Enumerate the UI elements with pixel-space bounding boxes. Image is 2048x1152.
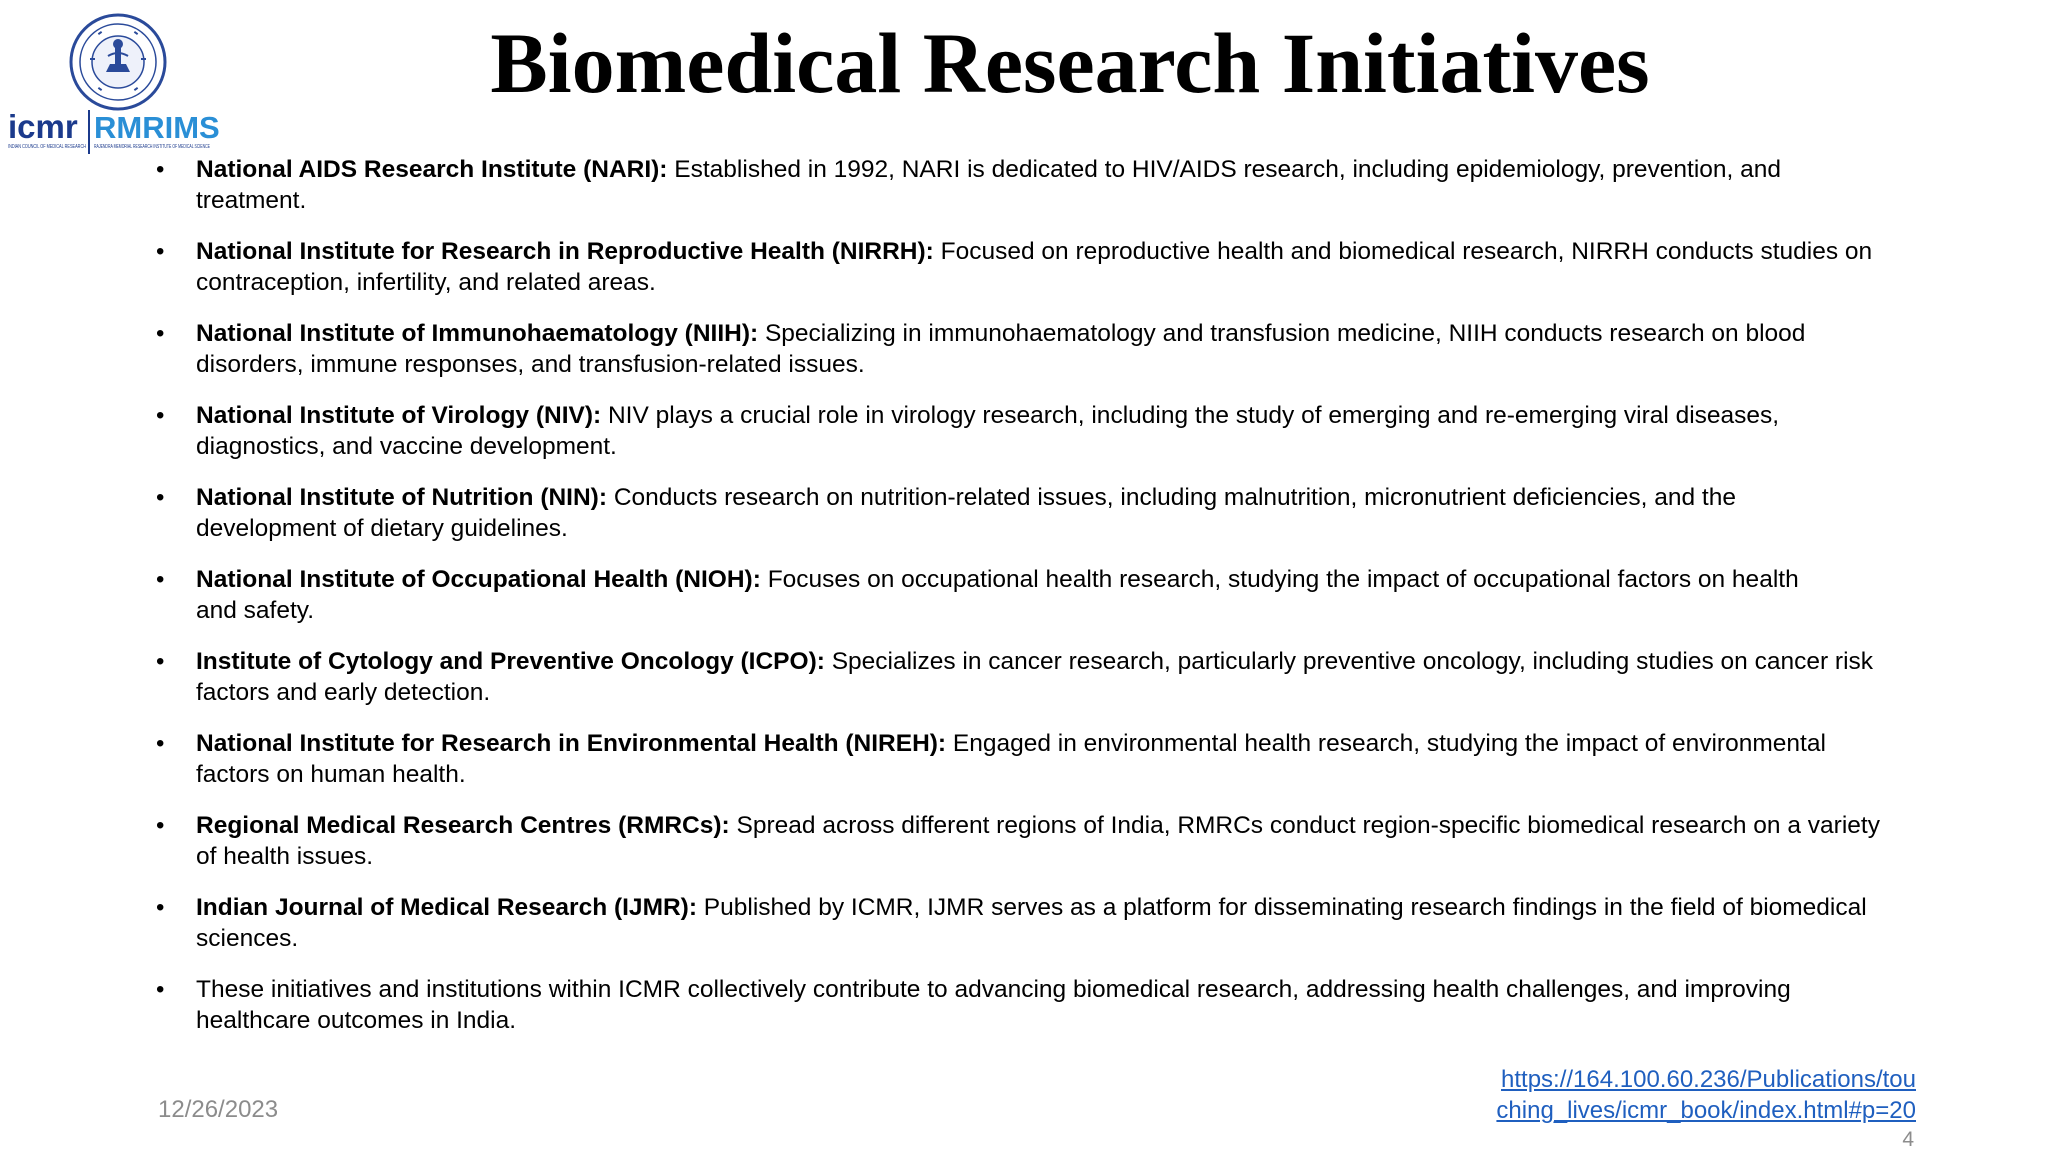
list-item (156, 728, 1926, 790)
icmr-wordmark: icmr (8, 108, 78, 145)
bullet-line (196, 236, 1926, 267)
institute-name: National Institute for Research in Environmental Health (NIREH): (196, 730, 947, 757)
bullet-line (196, 318, 1926, 349)
institute-description: Conducts research on nutrition-related issues, including malnutrition, micronutrient deficiencies, and the (613, 484, 1736, 511)
institute-description: Established in 1992, NARI is dedicated to HIV/AIDS research, including epidemiology, prevention, and (674, 156, 1782, 183)
page-number: 4 (1902, 1128, 1914, 1151)
bullet-icon: • (156, 320, 165, 347)
bullet-line-continued: factors and early detection. (196, 679, 491, 706)
list-item (156, 810, 1926, 872)
list-item (156, 318, 1926, 380)
rmrims-subtitle: RAJENDRA MEMORIAL RESEARCH INSTITUTE OF MEDICAL SCIENCE (94, 144, 211, 150)
institute-description: Focuses on occupational health research, studying the impact of occupational factors on health (767, 566, 1799, 593)
slide-title: Biomedical Research Initiatives (490, 15, 1650, 111)
institute-name: National Institute for Research in Reproductive Health (NIRRH): (196, 238, 934, 265)
bullet-line-continued: factors on human health. (196, 761, 466, 788)
bullet-line (196, 728, 1926, 759)
institute-description: Spread across different regions of India, RMRCs conduct region-specific biomedical research on a variety (736, 812, 1880, 839)
list-item (156, 974, 1926, 1036)
icmr-subtitle: INDIAN COUNCIL OF MEDICAL RESEARCH (8, 144, 87, 150)
icmr-rmrims-wordmark (6, 106, 230, 158)
list-item (156, 892, 1926, 954)
source-link-line-1[interactable]: https://164.100.60.236/Publications/tou (1501, 1066, 1916, 1093)
rmrims-wordmark: RMRIMS (94, 110, 220, 145)
bullet-icon: • (156, 238, 165, 265)
bullet-line-continued: disorders, immune responses, and transfusion-related issues. (196, 351, 865, 378)
bullet-icon: • (156, 976, 165, 1003)
bullet-icon: • (156, 730, 165, 757)
bullet-line (196, 154, 1926, 185)
bullet-icon: • (156, 402, 165, 429)
bullet-line (196, 892, 1926, 923)
bullet-icon: • (156, 648, 165, 675)
institute-name: Indian Journal of Medical Research (IJMR): (196, 894, 697, 921)
bullet-line-continued: sciences. (196, 925, 299, 952)
bullet-line (196, 482, 1926, 513)
institute-name: National Institute of Nutrition (NIN): (196, 484, 607, 511)
list-item (156, 564, 1926, 626)
bullet-icon: • (156, 812, 165, 839)
organization-logo (6, 12, 226, 160)
bullet-line-continued: treatment. (196, 187, 307, 214)
bullet-line (196, 810, 1926, 841)
bullet-line-continued: development of dietary guidelines. (196, 515, 568, 542)
source-link-line-2[interactable]: ching_lives/icmr_book/index.html#p=20 (1496, 1097, 1916, 1124)
institute-description: Specializing in immunohaematology and transfusion medicine, NIIH conducts research on blood (764, 320, 1806, 347)
list-item (156, 154, 1926, 216)
list-item (156, 236, 1926, 298)
institute-name: National Institute of Occupational Health (NIOH): (196, 566, 761, 593)
institute-description: Engaged in environmental health research, studying the impact of environmental (952, 730, 1826, 757)
bullet-line-continued: of health issues. (196, 843, 374, 870)
list-item (156, 400, 1926, 462)
institute-name: National Institute of Virology (NIV): (196, 402, 602, 429)
institute-name: Institute of Cytology and Preventive Oncology (ICPO): (196, 648, 825, 675)
institute-name: Regional Medical Research Centres (RMRCs): (196, 812, 730, 839)
icmr-seal-icon (68, 12, 168, 112)
footer-date: 12/26/2023 (158, 1096, 279, 1123)
bullet-line (196, 564, 1926, 595)
institute-description: NIV plays a crucial role in virology research, including the study of emerging and re-emerging viral diseases, (607, 402, 1780, 429)
list-item (156, 482, 1926, 544)
bullet-line-continued: diagnostics, and vaccine development. (196, 433, 617, 460)
institute-description: Published by ICMR, IJMR serves as a platform for disseminating research findings in the field of biomedical (703, 894, 1867, 921)
bullet-icon: • (156, 156, 165, 183)
bullet-line-continued: and safety. (196, 597, 315, 624)
institute-name: National Institute of Immunohaematology (NIIH): (196, 320, 759, 347)
bullet-line: These initiatives and institutions within ICMR collectively contribute to advancing biomedical research, addressing health challenges, and improving (196, 976, 1791, 1003)
list-item (156, 646, 1926, 708)
institute-description: Specializes in cancer research, particularly preventive oncology, including studies on cancer risk (831, 648, 1874, 675)
bullet-icon: • (156, 894, 165, 921)
bullet-line-continued: healthcare outcomes in India. (196, 1007, 517, 1034)
source-link[interactable] (1456, 1064, 1916, 1126)
bullet-line (196, 646, 1926, 677)
institute-name: National AIDS Research Institute (NARI): (196, 156, 668, 183)
bullet-line-continued: contraception, infertility, and related areas. (196, 269, 656, 296)
institute-description: Focused on reproductive health and biomedical research, NIRRH conducts studies on (940, 238, 1873, 265)
bullet-icon: • (156, 566, 165, 593)
bullet-line (196, 400, 1926, 431)
bullet-icon: • (156, 484, 165, 511)
initiatives-list (156, 154, 1926, 1056)
